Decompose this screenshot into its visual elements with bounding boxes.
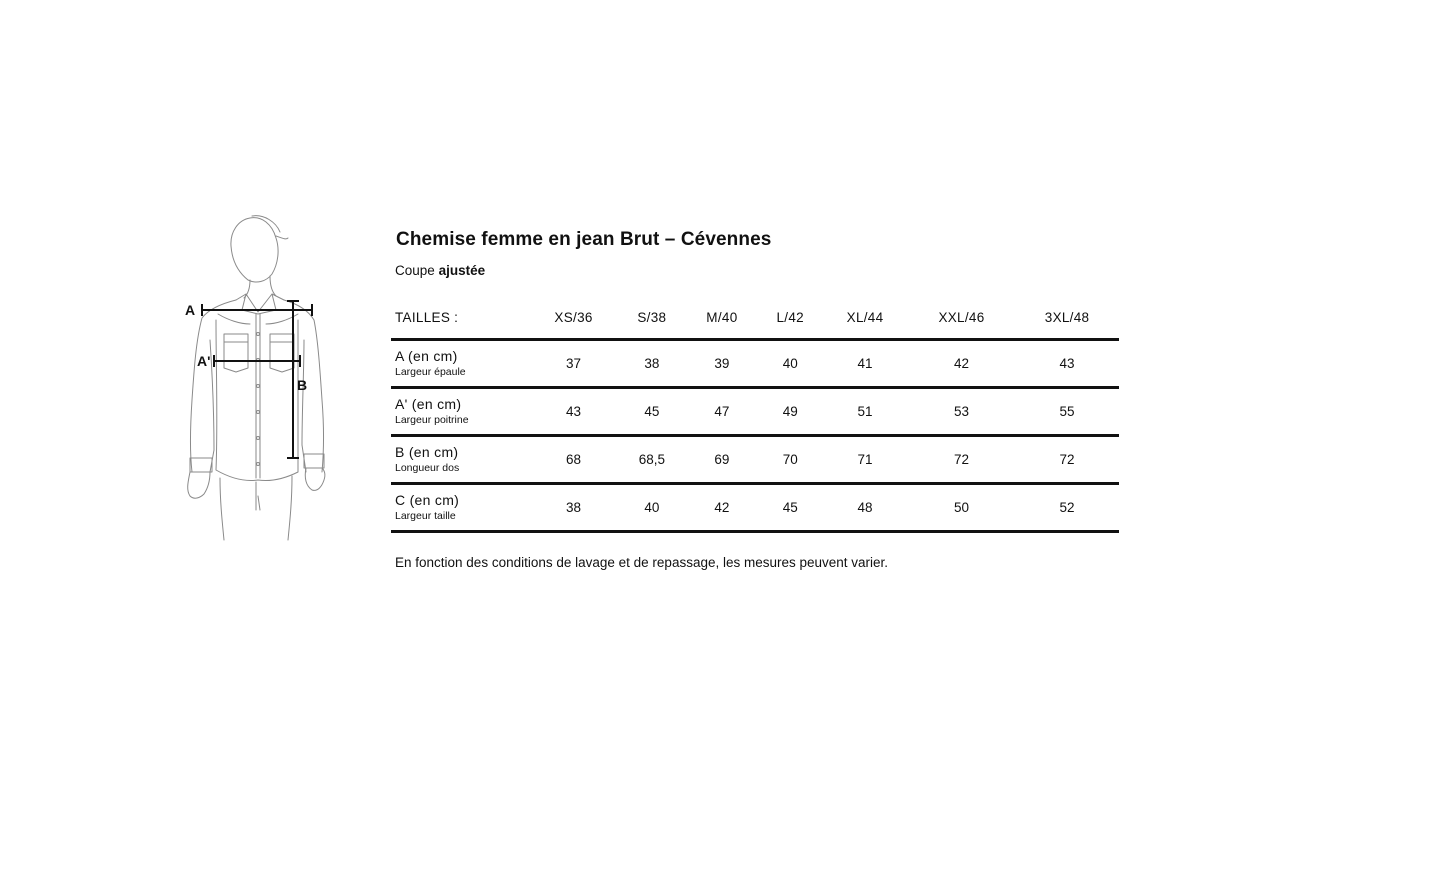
table-cell: 72: [908, 436, 1015, 484]
row-name: C (en cm): [395, 492, 460, 508]
header-size-xl: XL/44: [822, 296, 908, 340]
table-cell: 50: [908, 484, 1015, 532]
table-cell: 38: [529, 484, 618, 532]
header-size-s: S/38: [618, 296, 685, 340]
row-name: A (en cm): [395, 348, 458, 364]
row-description: Largeur taille: [395, 510, 456, 522]
table-cell: 41: [822, 340, 908, 388]
table-cell: 68: [529, 436, 618, 484]
table-cell: 69: [686, 436, 759, 484]
table-cell: 39: [686, 340, 759, 388]
header-size-l: L/42: [758, 296, 822, 340]
row-name: A' (en cm): [395, 396, 462, 412]
fit-subtitle: [395, 263, 485, 278]
head-outline: [231, 218, 278, 282]
row-label-c: [391, 484, 529, 532]
placket: [256, 314, 260, 478]
table-cell: 45: [758, 484, 822, 532]
fit-prefix: Coupe: [395, 263, 435, 278]
cuff-left: [190, 458, 212, 472]
shirt-illustration: [180, 210, 330, 545]
hair-strand: [252, 216, 288, 239]
table-cell: 51: [822, 388, 908, 436]
table-cell: 49: [758, 388, 822, 436]
header-size-xs: XS/36: [529, 296, 618, 340]
row-name: B (en cm): [395, 444, 459, 460]
shirt-button: [257, 437, 260, 440]
header-size-m: M/40: [686, 296, 759, 340]
marker-label-a-prime: A': [197, 353, 211, 369]
shirt-body: [216, 320, 298, 481]
table-cell: 71: [822, 436, 908, 484]
pocket-right: [270, 334, 294, 372]
cuff-right: [304, 454, 324, 468]
marker-label-a: A: [185, 302, 196, 318]
legs: [220, 476, 292, 540]
row-label-a: [391, 340, 529, 388]
table-cell: 40: [758, 340, 822, 388]
row-description: Largeur épaule: [395, 366, 466, 378]
fit-emphasis: ajustée: [438, 263, 486, 278]
arm-right-inner: [302, 340, 306, 472]
table-cell: 40: [618, 484, 685, 532]
table-row: [391, 484, 1119, 532]
table-cell: 42: [686, 484, 759, 532]
table-cell: 47: [686, 388, 759, 436]
table-cell: 43: [1015, 340, 1119, 388]
page-title: Chemise femme en jean Brut – Cévennes: [396, 229, 772, 250]
shirt-drawing: [180, 210, 330, 545]
shirt-button: [257, 411, 260, 414]
row-label-b: [391, 436, 529, 484]
table-cell: 45: [618, 388, 685, 436]
measurement-disclaimer: En fonction des conditions de lavage et de repassage, les mesures peuvent varier.: [395, 555, 889, 570]
table-cell: 55: [1015, 388, 1119, 436]
size-table: [391, 296, 1119, 533]
header-sizes-label: TAILLES :: [391, 296, 529, 340]
table-cell: 37: [529, 340, 618, 388]
table-row: [391, 388, 1119, 436]
header-size-xxl: XXL/46: [908, 296, 1015, 340]
hand-left: [188, 472, 210, 498]
shirt-button: [257, 385, 260, 388]
header-size-3xl: 3XL/48: [1015, 296, 1119, 340]
pocket-left: [224, 334, 248, 372]
table-cell: 53: [908, 388, 1015, 436]
yoke-left: [218, 314, 250, 324]
table-cell: 72: [1015, 436, 1119, 484]
table-row: [391, 436, 1119, 484]
row-description: Longueur dos: [395, 462, 460, 474]
table-cell: 68,5: [618, 436, 685, 484]
shirt-button: [257, 463, 260, 466]
table-header-row: [391, 296, 1119, 340]
shirt-button: [257, 333, 260, 336]
table-cell: 43: [529, 388, 618, 436]
row-label-a-prime: [391, 388, 529, 436]
table-cell: 52: [1015, 484, 1119, 532]
table-cell: 38: [618, 340, 685, 388]
marker-label-b: B: [297, 377, 308, 393]
table-cell: 70: [758, 436, 822, 484]
table-cell: 48: [822, 484, 908, 532]
torso-left: [191, 300, 237, 472]
row-description: Largeur poitrine: [395, 414, 469, 426]
table-cell: 42: [908, 340, 1015, 388]
table-row: [391, 340, 1119, 388]
